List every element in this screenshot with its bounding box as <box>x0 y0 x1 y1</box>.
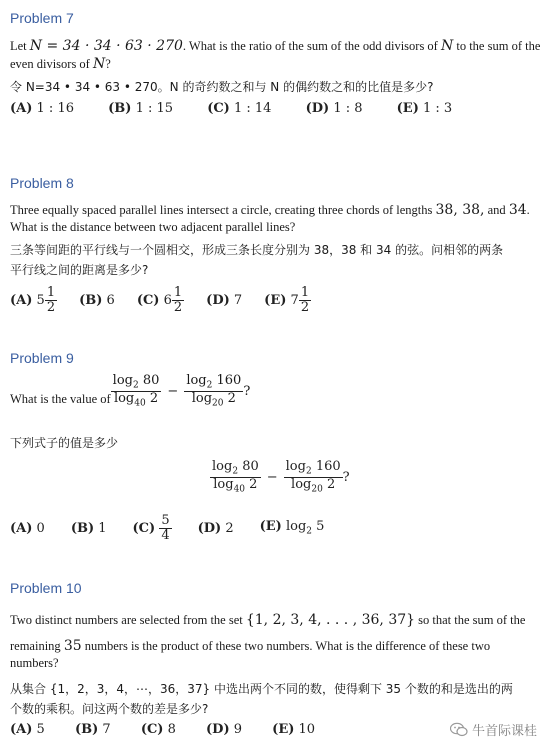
option-c: (C) $\frac{5}{4}$ <box>132 513 170 543</box>
option-e: (E) 10 <box>272 722 316 737</box>
problem-9-options <box>10 514 324 542</box>
option-a: (A) 0 <box>10 520 45 536</box>
option-a: (A) 1 : 16 <box>10 101 74 116</box>
option-b: (B) 6 <box>79 292 115 308</box>
option-c: (C) 6 $\frac{1}{2}$ <box>136 285 183 315</box>
option-a: (A) 5 <box>10 722 45 737</box>
problem-8-zh-line2: 平行线之间的距离是多少? <box>10 263 149 277</box>
problem-7-options <box>10 101 452 116</box>
wechat-icon <box>450 722 468 738</box>
problem-8-options <box>10 286 311 314</box>
fraction-2: $\frac{\log_2 160}{\log_{20} 2}$ <box>186 373 242 409</box>
option-a: (A) 5 $\frac{1}{2}$ <box>10 285 56 315</box>
option-d: (D) 7 <box>206 292 243 308</box>
option-e: (E) 1 : 3 <box>396 101 453 116</box>
problem-7-en-line1: Let N = 34 · 34 · 63 · 270. What is the ratio of the sum of the odd divisors of N to the sum of the <box>10 38 541 54</box>
problem-10-en-line2: remaining 35 numbers is the product of these two numbers. What is the difference of these two <box>10 638 491 654</box>
problem-7-title: Problem 7 <box>10 10 74 26</box>
option-d: (D) 2 <box>197 520 234 536</box>
problem-9-expression-centered: $\frac{\log_2 80}{\log_{40} 2}$ − $\frac{\log_2 160}{\log_{20} 2}$ ? <box>212 459 350 495</box>
problem-8-title: Problem 8 <box>10 175 74 191</box>
problem-10-zh-line1: 从集合 {1，2，3，4，⋯，36，37} 中选出两个不同的数，使得剩下 35 个数的和是选出的两 <box>10 682 513 696</box>
problem-9-expression-en: What is the value of $\frac{\log_2 80}{\log_{40} 2}$ − $\frac{\log_2 160}{\log_{20} 2}$ ? <box>10 373 251 409</box>
problem-8-zh-line1: 三条等间距的平行线与一个圆相交，形成三条长度分别为 38，38 和 34 的弦。问相邻的两条 <box>10 243 504 257</box>
option-c: (C) 8 <box>140 722 176 737</box>
problem-10-title: Problem 10 <box>10 580 82 596</box>
problem-10-options <box>10 722 315 737</box>
option-e: (E) 7 $\frac{1}{2}$ <box>264 285 310 315</box>
option-b: (B) 1 <box>70 520 107 536</box>
problem-8-en-line1: Three equally spaced parallel lines intersect a circle, creating three chords of lengths 38, 38, and 34. <box>10 202 530 218</box>
problem-7-en-line2: even divisors of N? <box>10 56 111 72</box>
problem-7-zh: 令 N=34 • 34 • 63 • 270。N 的奇约数之和与 N 的偶约数之和的比值是多少? <box>10 80 434 94</box>
fraction-1: $\frac{\log_2 80}{\log_{40} 2}$ <box>112 373 160 409</box>
problem-10-zh-line2: 个数的乘积。问这两个数的差是多少? <box>10 702 209 716</box>
problem-10-en-line1: Two distinct numbers are selected from the set {1, 2, 3, 4, . . . , 36, 37} so that the sum of the <box>10 612 526 628</box>
fraction-2: $\frac{\log_2 160}{\log_{20} 2}$ <box>285 459 341 495</box>
option-e: (E) $\log_2 5$ <box>259 519 325 537</box>
option-c: (C) 1 : 14 <box>207 101 272 116</box>
watermark-text: 牛首际课桂 <box>472 724 538 739</box>
problem-9-title: Problem 9 <box>10 350 74 366</box>
problem-10-en-line3: numbers? <box>10 656 59 670</box>
problem-9-zh: 下列式子的值是多少 <box>10 436 119 450</box>
option-d: (D) 9 <box>206 722 243 737</box>
problem-8-en-line2: What is the distance between two adjacent parallel lines? <box>10 220 296 234</box>
option-b: (B) 1 : 15 <box>108 101 174 116</box>
option-b: (B) 7 <box>74 722 111 737</box>
option-d: (D) 1 : 8 <box>305 101 363 116</box>
fraction-1: $\frac{\log_2 80}{\log_{40} 2}$ <box>212 459 259 495</box>
watermark <box>450 720 537 739</box>
